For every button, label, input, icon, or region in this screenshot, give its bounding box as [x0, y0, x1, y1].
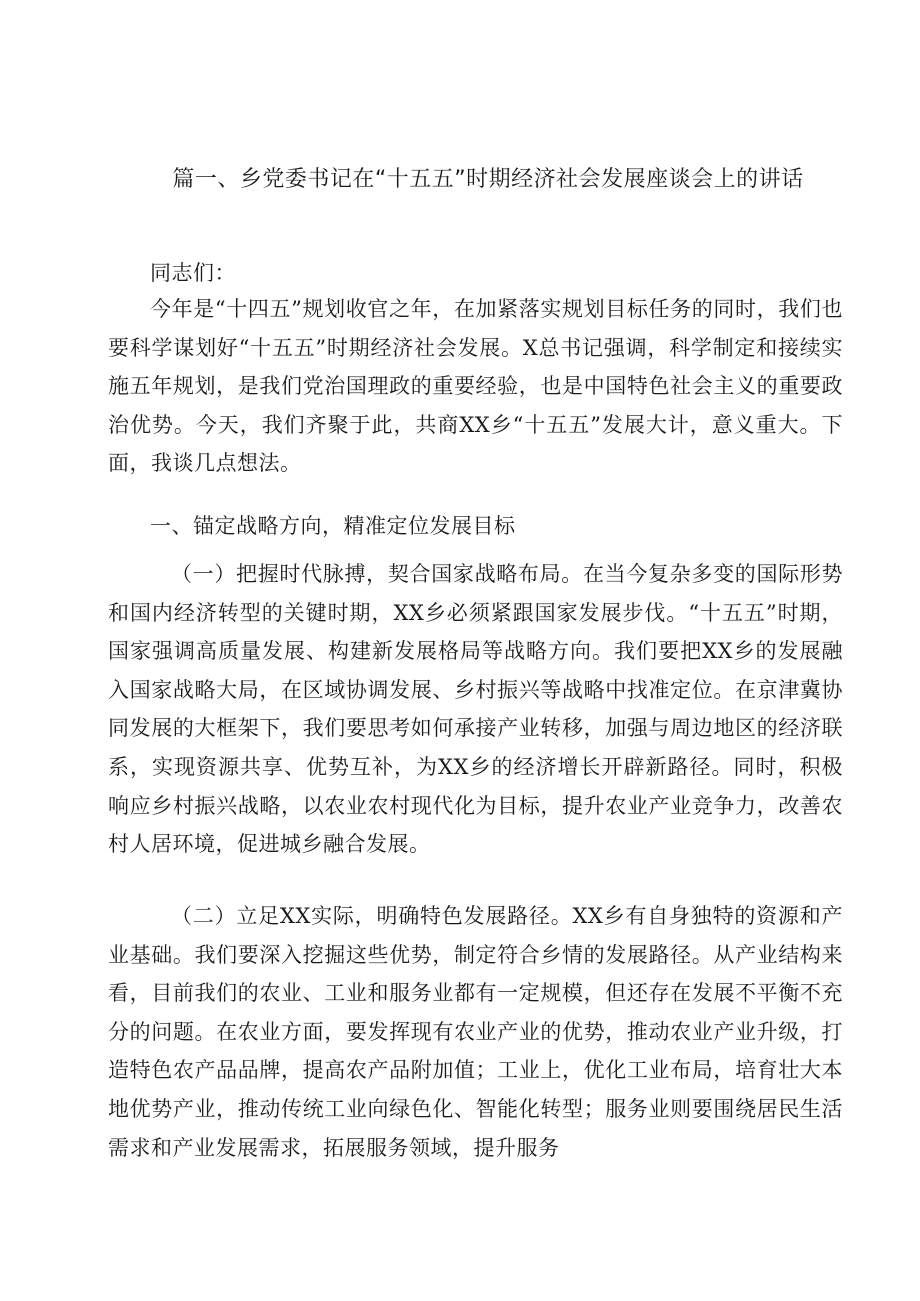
- paragraph-section-1-2: （二）立足XX实际，明确特色发展路径。XX乡有自身独特的资源和产业基础。我们要深入挖掘这些优势，制定符合乡情的发展路径。从产业结构来看，目前我们的农业、工业和服务业都有一定规模，但还存在发展不平衡不充分的问题。在农业方面，要发挥现有农业产业的优势，推动农业产业升级，打造特色农产品品牌，提高农产品附加值；工业上，优化工业布局，培育壮大本地优势产业，推动传统工业向绿色化、智能化转型；服务业则要围绕居民生活需求和产业发展需求，拓展服务领域，提升服务: [108, 904, 843, 1160]
- paragraph-intro: 今年是“十四五”规划收官之年，在加紧落实规划目标任务的同时，我们也要科学谋划好“十五五”时期经济社会发展。X总书记强调，科学制定和接续实施五年规划，是我们党治国理政的重要经验，也是中国特色社会主义的重要政治优势。今天，我们齐聚于此，共商XX乡“十五五”发展大计，意义重大。下面，我谈几点想法。: [108, 297, 843, 476]
- paragraph-section-1-1: （一）把握时代脉搏，契合国家战略布局。在当今复杂多变的国际形势和国内经济转型的关键时期，XX乡必须紧跟国家发展步伐。“十五五”时期，国家强调高质量发展、构建新发展格局等战略方向。我们要把XX乡的发展融入国家战略大局，在区域协调发展、乡村振兴等战略中找准定位。在京津冀协同发展的大框架下，我们要思考如何承接产业转移，加强与周边地区的经济联系，实现资源共享、优势互补，为XX乡的经济增长开辟新路径。同时，积极响应乡村振兴战略，以农业农村现代化为目标，提升农业产业竞争力，改善农村人居环境，促进城乡融合发展。: [108, 562, 843, 857]
- greeting: 同志们：: [150, 261, 236, 285]
- section-heading-1: 一、锚定战略方向，精准定位发展目标: [150, 514, 516, 538]
- document-title: 篇一、乡党委书记在“十五五”时期经济社会发展座谈会上的讲话: [172, 167, 804, 192]
